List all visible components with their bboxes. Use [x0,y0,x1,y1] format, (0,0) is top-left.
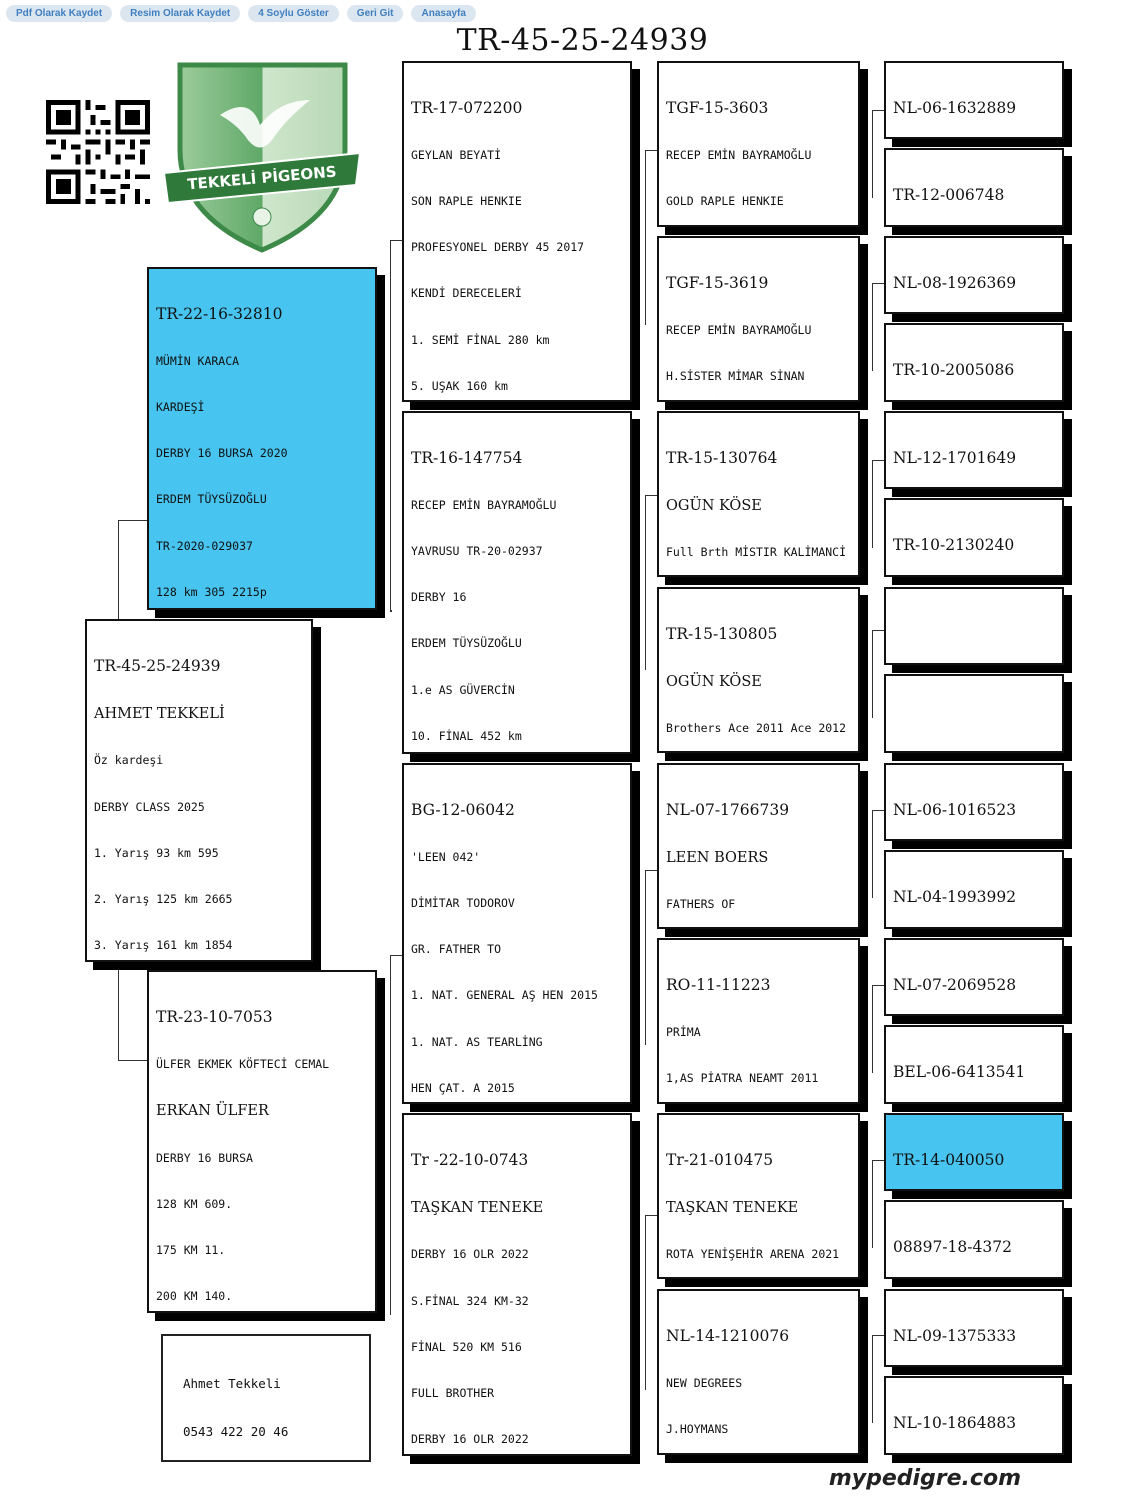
card-line: 1,AS PİATRA NEAMT 2011 [666,1070,819,1085]
great-grandparent-card-4[interactable] [657,587,860,753]
owner-name: LEEN BOERS [666,849,769,866]
card-line: FATHERS OF [666,897,736,912]
card-line: NEW DEGREES [666,1375,743,1390]
ring-number: NL-06-1632889 [893,98,1017,117]
great-great-grandparent-card-15[interactable] [884,1289,1064,1367]
contact-card [161,1334,371,1462]
grandparent-card-2[interactable] [402,411,632,754]
card-line: DERBY 16 BURSA 2020 [156,446,288,461]
card-line: MÜMİN KARACA [156,353,240,368]
card-line: RECEP EMİN BAYRAMOĞLU [666,322,812,337]
ring-number: NL-08-1926369 [893,273,1017,292]
ring-number: NL-07-2069528 [893,975,1017,994]
card-line: PRİMA [666,1024,701,1039]
card-line: 1. NAT. GENERAL AŞ HEN 2015 [411,988,598,1003]
card-line: 3. Yarış 161 km 1854 [94,938,233,953]
ring-number: NL-06-1016523 [893,800,1017,819]
great-great-grandparent-card-10[interactable] [884,850,1064,929]
sibling-card[interactable] [147,267,377,610]
great-great-grandparent-card-9[interactable] [884,763,1064,841]
ring-number: 08897-18-4372 [893,1237,1012,1256]
great-great-grandparent-card-7-empty[interactable] [884,587,1064,665]
subject-card[interactable] [85,619,313,962]
card-line: KARDEŞİ [156,399,205,414]
qr-code-icon [46,100,150,204]
great-grandparent-card-6[interactable] [657,938,860,1104]
card-line: YAVRUSU TR-20-02937 [411,543,543,558]
card-line: 128 km 305 2215p [156,584,267,599]
great-grandparent-card-3[interactable] [657,411,860,577]
card-line: 1.e AS GÜVERCİN [411,682,515,697]
ring-number: TGF-15-3603 [666,98,769,117]
owner-name: OGÜN KÖSE [666,673,762,690]
great-great-grandparent-card-2[interactable] [884,148,1064,227]
owner-name: OGÜN KÖSE [666,497,762,514]
card-line: 200 KM 140. [156,1289,233,1304]
ring-number: NL-14-1210076 [666,1326,790,1345]
card-line: FULL BROTHER [411,1386,495,1401]
great-great-grandparent-card-1[interactable] [884,61,1064,139]
card-line: SON RAPLE HENKIE [411,193,522,208]
great-grandparent-card-8[interactable] [657,1289,860,1455]
ring-number: NL-09-1375333 [893,1326,1017,1345]
card-line: Full Brth MİSTIR KALİMANCİ [666,545,847,560]
ring-number: BG-12-06042 [411,800,515,819]
great-great-grandparent-card-8-empty[interactable] [884,674,1064,753]
page-title: TR-45-25-24939 [456,23,709,58]
great-great-grandparent-card-5[interactable] [884,411,1064,489]
card-line: GR. FATHER TO [411,942,502,957]
show-four-generations-button[interactable]: 4 Soylu Göster [248,5,339,22]
great-grandparent-card-5[interactable] [657,763,860,929]
ring-number: NL-12-1701649 [893,448,1017,467]
card-line: DERBY 16 BURSA [156,1150,253,1165]
site-watermark: mypedigre.com [828,1466,1021,1491]
card-line: 'LEEN 042' [411,849,481,864]
great-great-grandparent-card-16[interactable] [884,1376,1064,1455]
card-line: HEN ÇAT. A 2015 [411,1080,515,1095]
great-grandparent-card-2[interactable] [657,236,860,402]
ring-number: BEL-06-6413541 [893,1062,1026,1081]
great-grandparent-card-7[interactable] [657,1113,860,1279]
home-button[interactable]: Anasayfa [411,5,475,22]
card-line: 1. NAT. AS TEARLİNG [411,1034,543,1049]
card-line: J.HOYMANS [666,1421,729,1436]
contact-phone: 0543 422 20 46 [183,1424,289,1439]
card-line: DERBY 16 [411,590,467,605]
card-line: KENDİ DERECELERİ [411,286,522,301]
card-line: RECEP EMİN BAYRAMOĞLU [411,497,557,512]
tekkeli-pigeons-logo [160,55,365,255]
ring-number: NL-07-1766739 [666,800,790,819]
dam-card[interactable] [147,970,377,1313]
card-line: RECEP EMİN BAYRAMOĞLU [666,147,812,162]
owner-name: TAŞKAN TENEKE [666,1199,799,1216]
great-great-grandparent-card-14[interactable] [884,1200,1064,1279]
ring-number: TR-17-072200 [411,98,523,117]
logo-text: TEKKELİ PİGEONS [186,162,338,194]
ring-number: TR-22-16-32810 [156,304,283,323]
ring-number: Tr -22-10-0743 [411,1150,529,1169]
great-great-grandparent-card-4[interactable] [884,323,1064,402]
card-line: 1. Yarış 93 km 595 [94,845,219,860]
save-pdf-button[interactable]: Pdf Olarak Kaydet [6,5,112,22]
ring-number: NL-04-1993992 [893,887,1017,906]
ring-number: TGF-15-3619 [666,273,769,292]
card-line: 2. Yarış 125 km 2665 [94,892,233,907]
card-line: TR-2020-029037 [156,538,253,553]
card-line: 175 KM 11. [156,1243,226,1258]
owner-name: ERKAN ÜLFER [156,1102,269,1119]
card-line: 1. SEMİ FİNAL 280 km [411,332,550,347]
owner-name: TAŞKAN TENEKE [411,1199,544,1216]
ring-number: Tr-21-010475 [666,1150,774,1169]
grandparent-card-1[interactable] [402,61,632,402]
card-line: Brothers Ace 2011 Ace 2012 [666,721,847,736]
card-line: S.FİNAL 324 KM-32 [411,1293,529,1308]
card-line: ROTA YENİŞEHİR ARENA 2021 [666,1247,840,1262]
card-line: H.SİSTER MİMAR SİNAN [666,368,805,383]
card-line: GOLD RAPLE HENKIE [666,193,784,208]
great-grandparent-card-1[interactable] [657,61,860,227]
card-line: 128 KM 609. [156,1196,233,1211]
ring-number: TR-16-147754 [411,448,523,467]
card-line: DERBY CLASS 2025 [94,799,205,814]
great-great-grandparent-card-13[interactable] [884,1113,1064,1191]
ring-number: TR-15-130764 [666,448,778,467]
owner-name: AHMET TEKKELİ [94,705,225,722]
great-great-grandparent-card-6[interactable] [884,498,1064,577]
card-line: PROFESYONEL DERBY 45 2017 [411,240,585,255]
card-line: DERBY 16 OLR 2022 [411,1432,529,1447]
ring-number: TR-45-25-24939 [94,656,221,675]
save-image-button[interactable]: Resim Olarak Kaydet [120,5,240,22]
ring-number: TR-15-130805 [666,624,778,643]
card-line: 5. UŞAK 160 km [411,378,508,393]
ring-number: NL-10-1864883 [893,1413,1017,1432]
contact-name: Ahmet Tekkeli [183,1376,281,1391]
ring-number: TR-10-2005086 [893,360,1015,379]
card-line: GEYLAN BEYATİ [411,147,502,162]
grandparent-card-3[interactable] [402,763,632,1104]
card-line: Öz kardeşi [94,753,164,768]
great-great-grandparent-card-12[interactable] [884,1025,1064,1104]
back-button[interactable]: Geri Git [347,5,404,22]
ring-number: TR-12-006748 [893,185,1005,204]
ring-number: TR-10-2130240 [893,535,1015,554]
toolbar [6,5,476,22]
card-line: ERDEM TÜYSÜZOĞLU [411,636,522,651]
card-line: ÜLFER EKMEK KÖFTECİ CEMAL [156,1056,330,1071]
ring-number: RO-11-11223 [666,975,771,994]
ring-number: TR-14-040050 [893,1150,1005,1169]
card-line: DERBY 16 OLR 2022 [411,1247,529,1262]
card-line: FİNAL 520 KM 516 [411,1339,522,1354]
card-line: 10. FİNAL 452 km [411,728,522,743]
great-great-grandparent-card-3[interactable] [884,236,1064,314]
card-line: DİMİTAR TODOROV [411,895,515,910]
grandparent-card-4[interactable] [402,1113,632,1456]
ring-number: TR-23-10-7053 [156,1007,273,1026]
great-great-grandparent-card-11[interactable] [884,938,1064,1016]
card-line: ERDEM TÜYSÜZOĞLU [156,492,267,507]
